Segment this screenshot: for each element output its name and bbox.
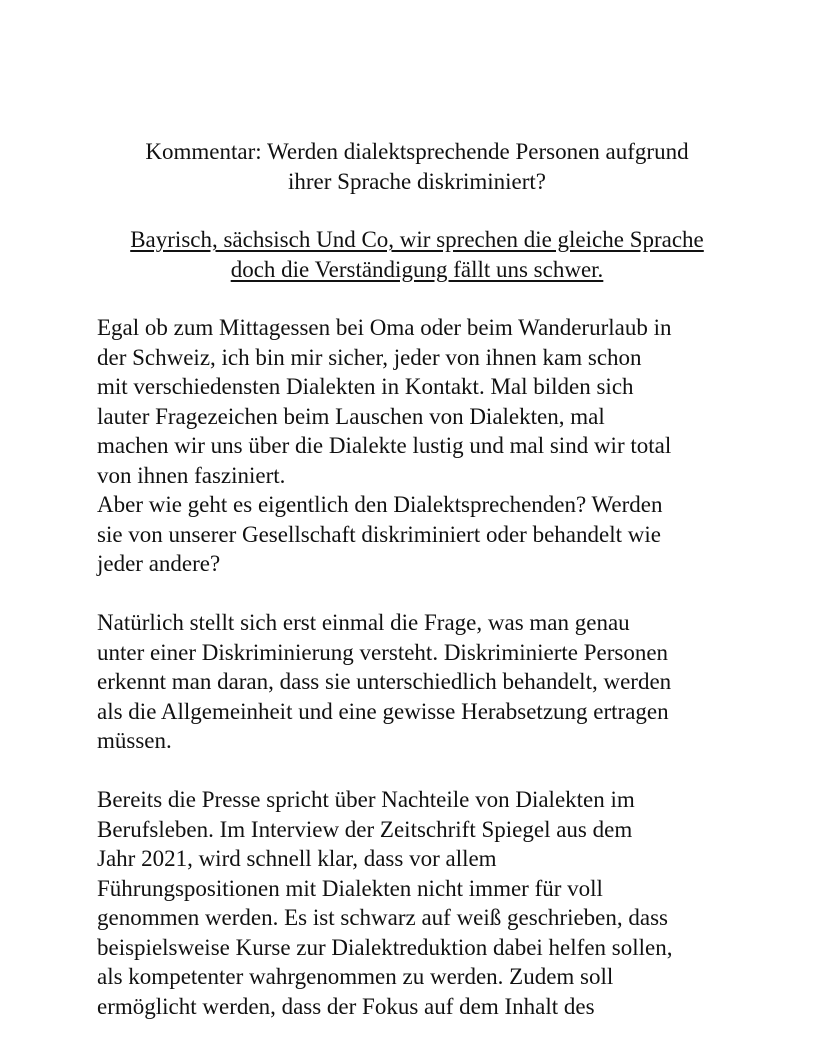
document-subtitle: Bayrisch, sächsisch Und Co, wir sprechen die gleiche Sprache doch die Verständigung fällt uns schwer. [130, 227, 704, 282]
paragraph-press: Bereits die Presse spricht über Nachteile von Dialekten im Berufsleben. Im Interview der Zeitschrift Spiegel aus dem Jahr 2021, wird schnell klar, dass vor allem Führungspositionen mit Dialekten nicht immer für voll genommen werden. Es ist schwarz auf weiß geschrieben, dass beispielsweise Kurse zur Dialektreduktion dabei helfen sollen, als kompetenter wahrgenommen zu werden. Zudem soll ermöglicht werden, dass der Fokus auf dem Inhalt des [97, 787, 673, 1019]
paragraph-question: Aber wie geht es eigentlich den Dialektsprechenden? Werden sie von unserer Gesellschaft diskriminiert oder behandelt wie jeder andere? [97, 492, 663, 576]
document-content [97, 137, 737, 1021]
paragraph-intro: Egal ob zum Mittagessen bei Oma oder beim Wanderurlaub in der Schweiz, ich bin mir sicher, jeder von ihnen kam schon mit verschiedensten Dialekten in Kontakt. Mal bilden sich lauter Fragezeichen beim Lauschen von Dialekten, mal machen wir uns über die Dialekte lustig und mal sind wir total von ihnen fasziniert. [97, 315, 672, 488]
document-title: Kommentar: Werden dialektsprechende Personen aufgrund ihrer Sprache diskriminiert? [145, 139, 689, 194]
paragraph-definition: Natürlich stellt sich erst einmal die Frage, was man genau unter einer Diskriminierung versteht. Diskriminierte Personen erkennt man daran, dass sie unterschiedlich behandelt, werden als die Allgemeinheit und eine gewisse Herabsetzung ertragen müssen. [97, 610, 672, 753]
